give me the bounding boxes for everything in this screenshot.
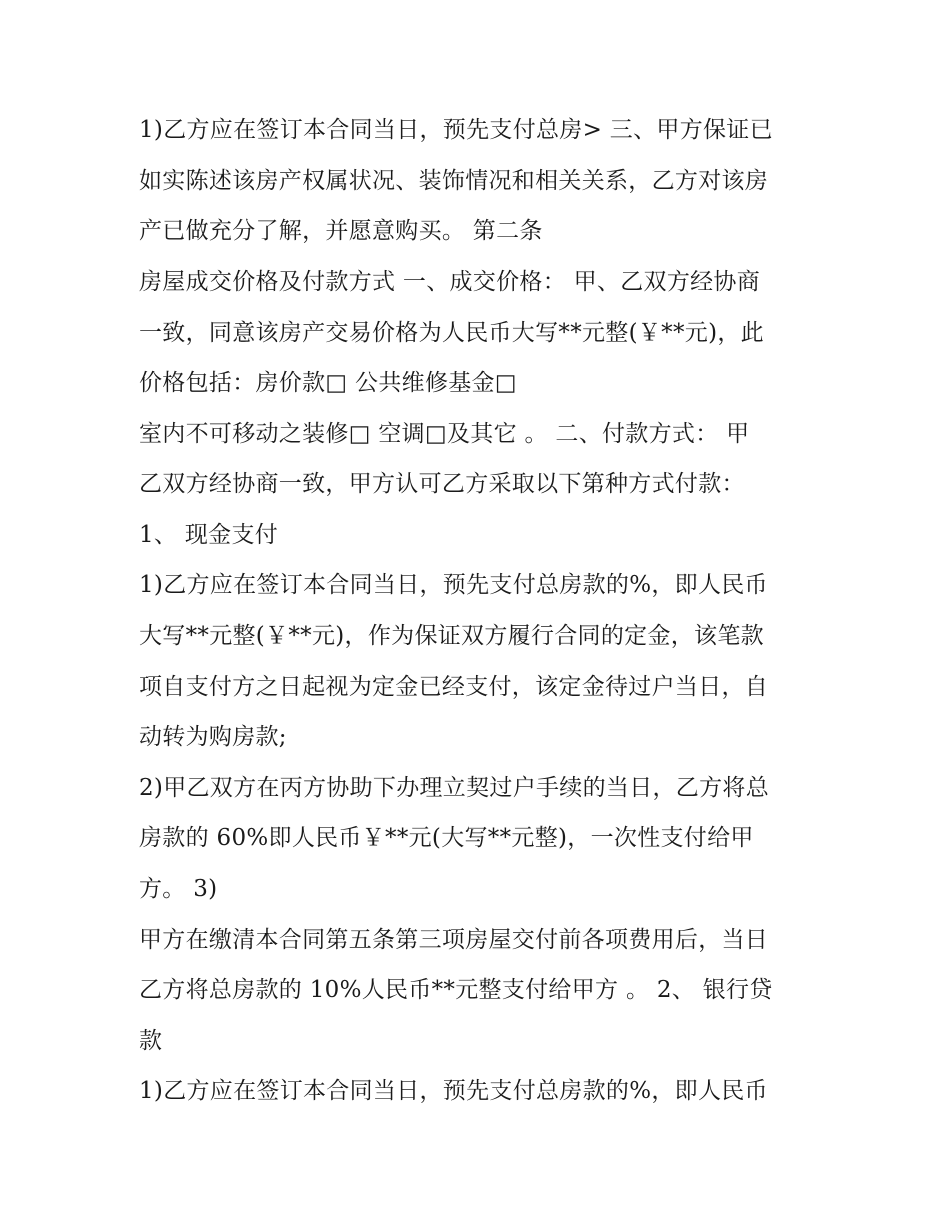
text-line: 房屋成交价格及付款方式 一、成交价格： 甲、乙双方经协商 (139, 269, 761, 295)
text-line: 大写**元整(￥**元)，作为保证双方履行合同的定金，该笔款 (139, 623, 764, 649)
text-line: 一致，同意该房产交易价格为人民币大写**元整(￥**元)，此 (139, 320, 764, 346)
text-line: 1)乙方应在签订本合同当日，预先支付总房> 三、甲方保证已 (139, 117, 773, 143)
text-line: 2)甲乙双方在丙方协助下办理立契过户手续的当日，乙方将总 (139, 775, 770, 801)
text-line: 项自支付方之日起视为定金已经支付，该定金待过户当日，自 (139, 674, 769, 700)
text-line: 产已做充分了解，并愿意购买。 第二条 (139, 218, 543, 244)
text-line: 乙双方经协商一致，甲方认可乙方采取以下第种方式付款： (139, 471, 745, 497)
text-line: 乙方将总房款的 10%人民币**元整支付给甲方 。 2、 银行贷 (139, 977, 773, 1003)
text-line: 1)乙方应在签订本合同当日，预先支付总房款的%，即人民币 (139, 572, 768, 598)
text-line: 价格包括：房价款□ 公共维修基金□ (139, 370, 517, 396)
text-line: 如实陈述该房产权属状况、装饰情况和相关关系，乙方对该房 (139, 168, 769, 194)
text-line: 室内不可移动之装修□ 空调□及其它 。 二、付款方式： 甲 (139, 421, 750, 447)
text-line: 1)乙方应在签订本合同当日，预先支付总房款的%，即人民币 (139, 1078, 768, 1104)
text-line: 动转为购房款; (139, 724, 287, 750)
text-line: 款 (139, 1028, 163, 1054)
text-line: 房款的 60%即人民币￥**元(大写**元整)，一次性支付给甲 (139, 825, 754, 851)
text-line: 1、 现金支付 (139, 522, 279, 548)
text-line: 方。 3) (139, 876, 218, 902)
text-line: 甲方在缴清本合同第五条第三项房屋交付前各项费用后，当日 (139, 927, 769, 953)
